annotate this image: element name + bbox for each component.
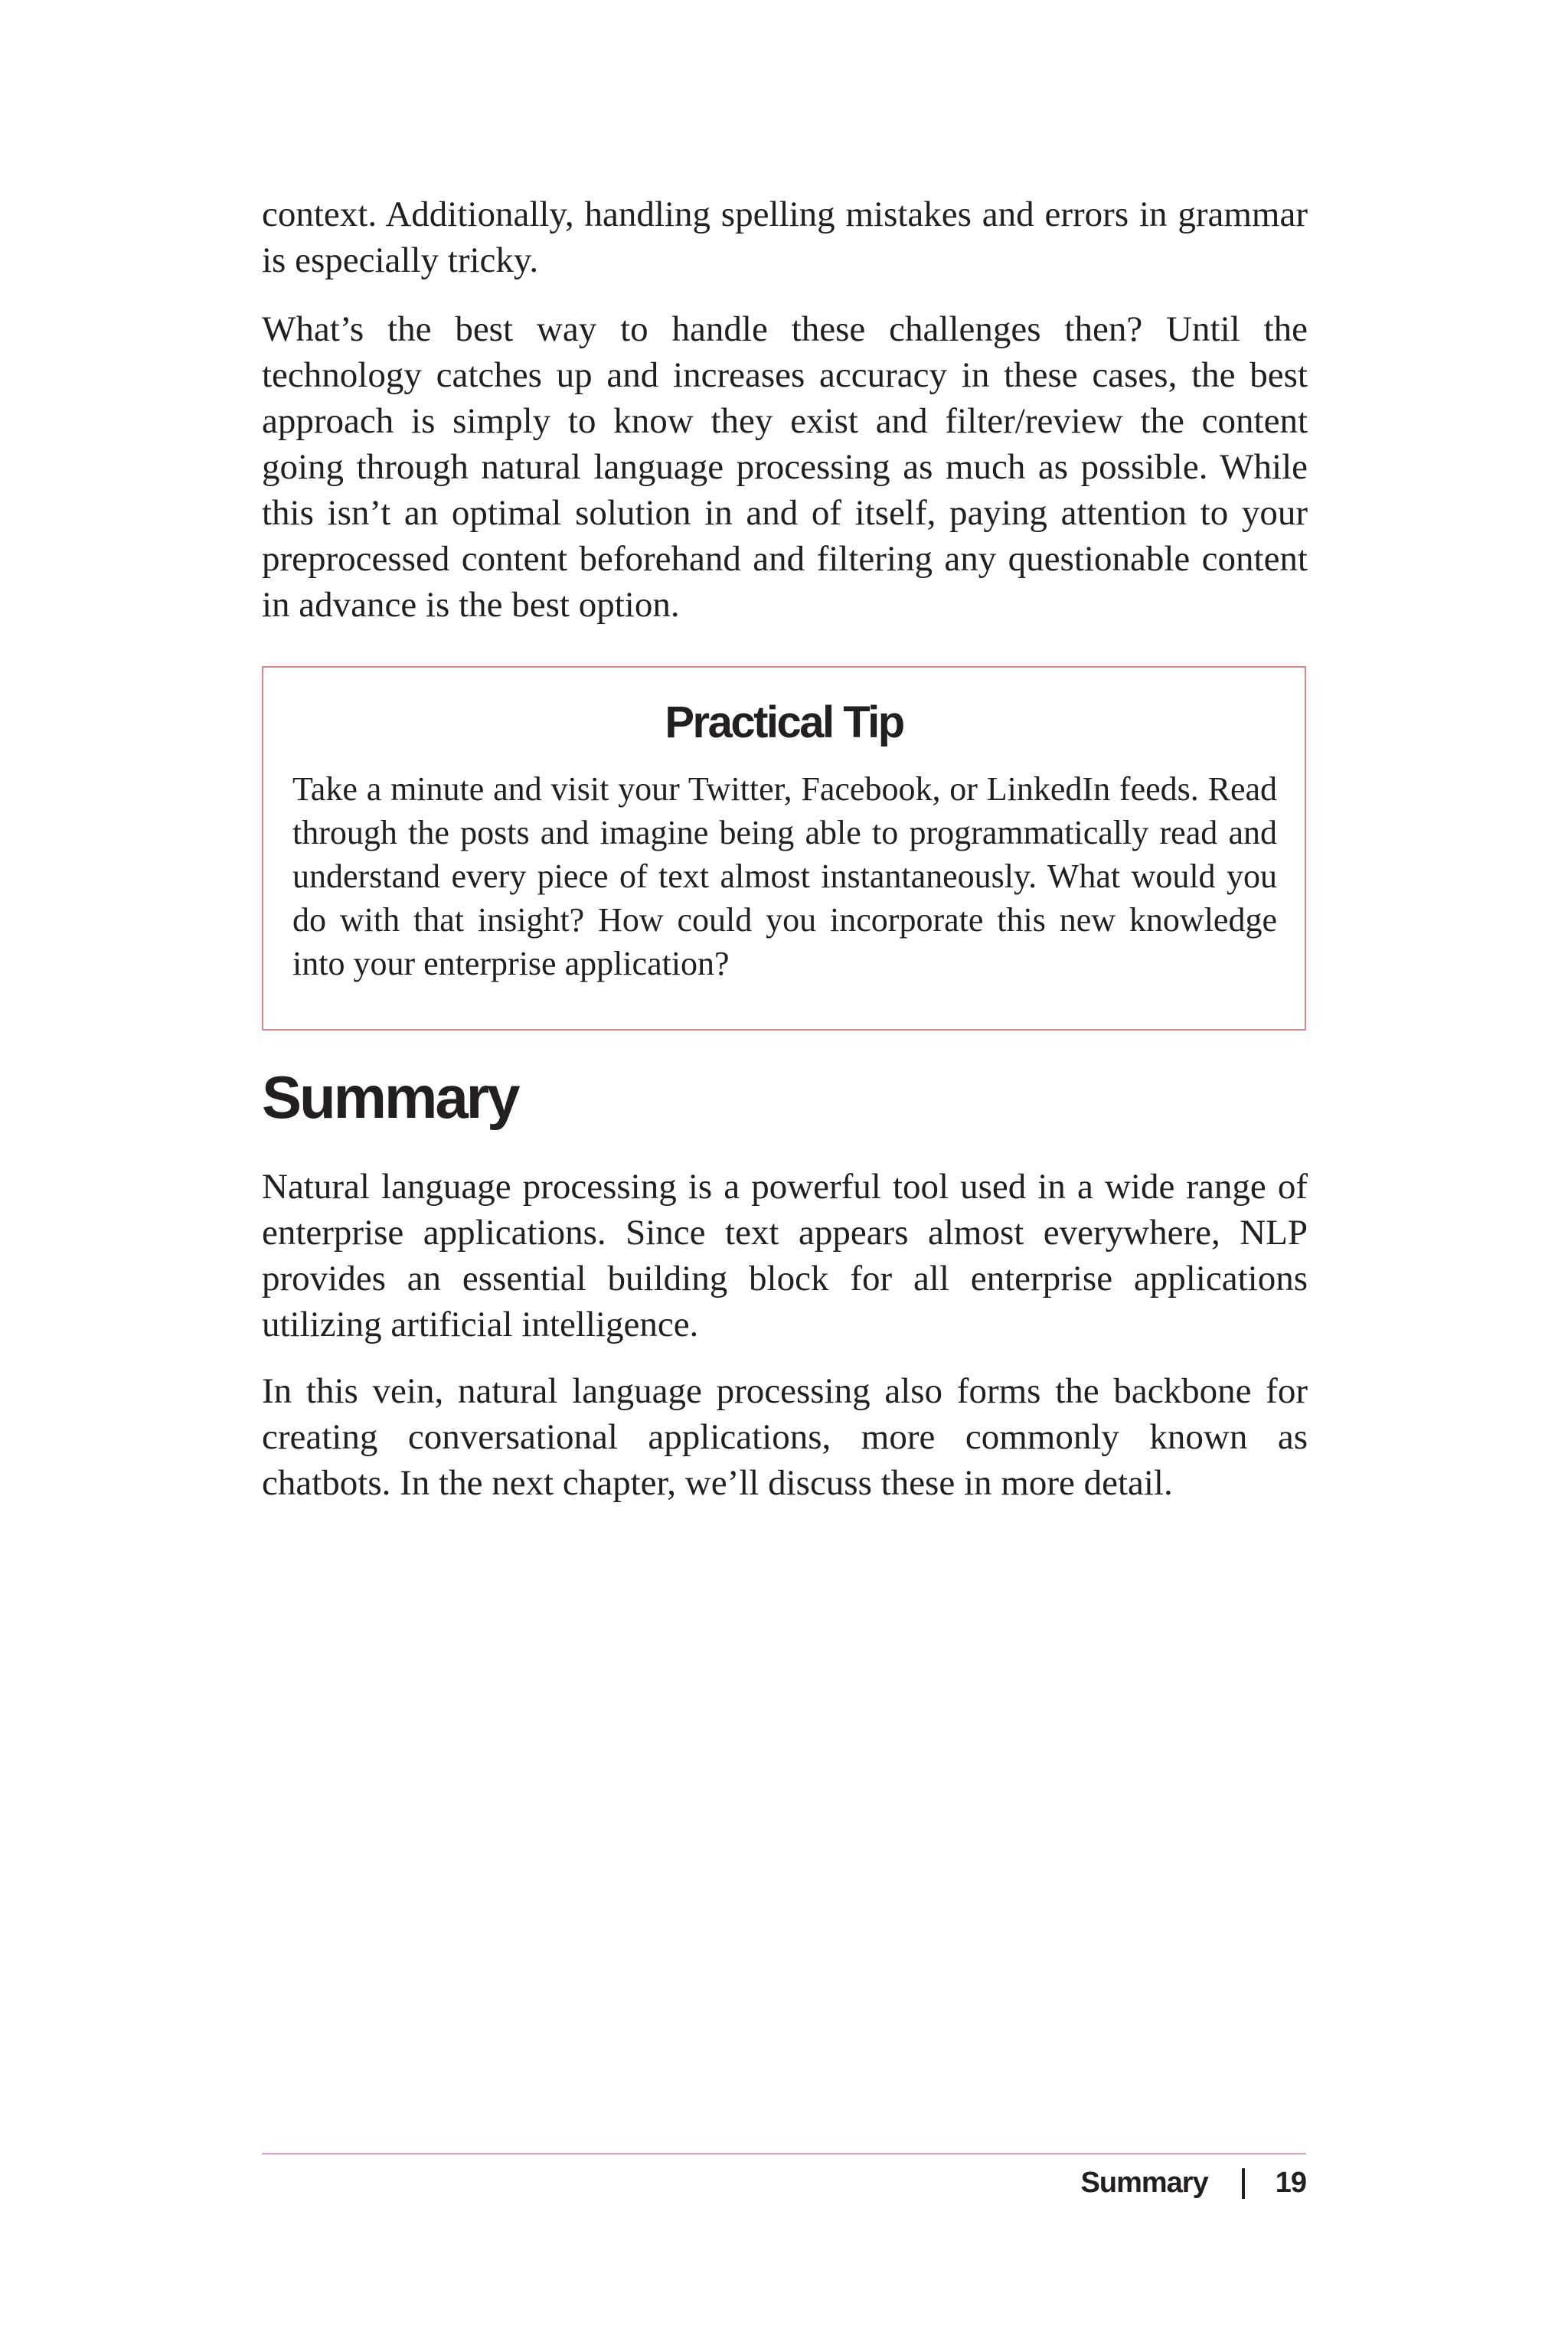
footer-rule xyxy=(262,2153,1306,2154)
body-paragraph: Natural language processing is a powerful tool used in a wide range of enterprise applications. Since text appears almost everywhere, NLP provides an essential building block for all enterprise applications utilizing artificial intelligence. xyxy=(262,1167,1308,1344)
running-footer xyxy=(1081,2167,1306,2200)
tip-text: Take a minute and visit your Twitter, Facebook, or LinkedIn feeds. Read through the posts and imagine being able to programmatically read and understand every piece of text almost instantaneously. What would you do with that insight? How could you incorporate this new knowledge into your enterprise application? xyxy=(292,770,1277,982)
tip-title: Practical Tip xyxy=(665,697,903,747)
footer-separator xyxy=(1242,2168,1245,2199)
page-number: 19 xyxy=(1275,2167,1306,2199)
footer-section-title: Summary xyxy=(1080,2167,1208,2199)
body-paragraph: In this vein, natural language processing also forms the backbone for creating conversational applications, more commonly known as chatbots. In the next chapter, we’ll discuss these in more detail. xyxy=(262,1371,1308,1503)
body-paragraph: What’s the best way to handle these challenges then? Until the technology catches up and increases accuracy in these cases, the best approach is simply to know they exist and filter/review the content going through natural language processing as much as possible. While this isn’t an optimal solution in and of itself, paying attention to your preprocessed content beforehand and filtering any questionable content in advance is the best option. xyxy=(262,309,1308,625)
practical-tip-box xyxy=(262,666,1306,1031)
section-heading: Summary xyxy=(262,1063,518,1131)
body-paragraph: context. Additionally, handling spelling mistakes and errors in grammar is especially tricky. xyxy=(262,194,1308,280)
